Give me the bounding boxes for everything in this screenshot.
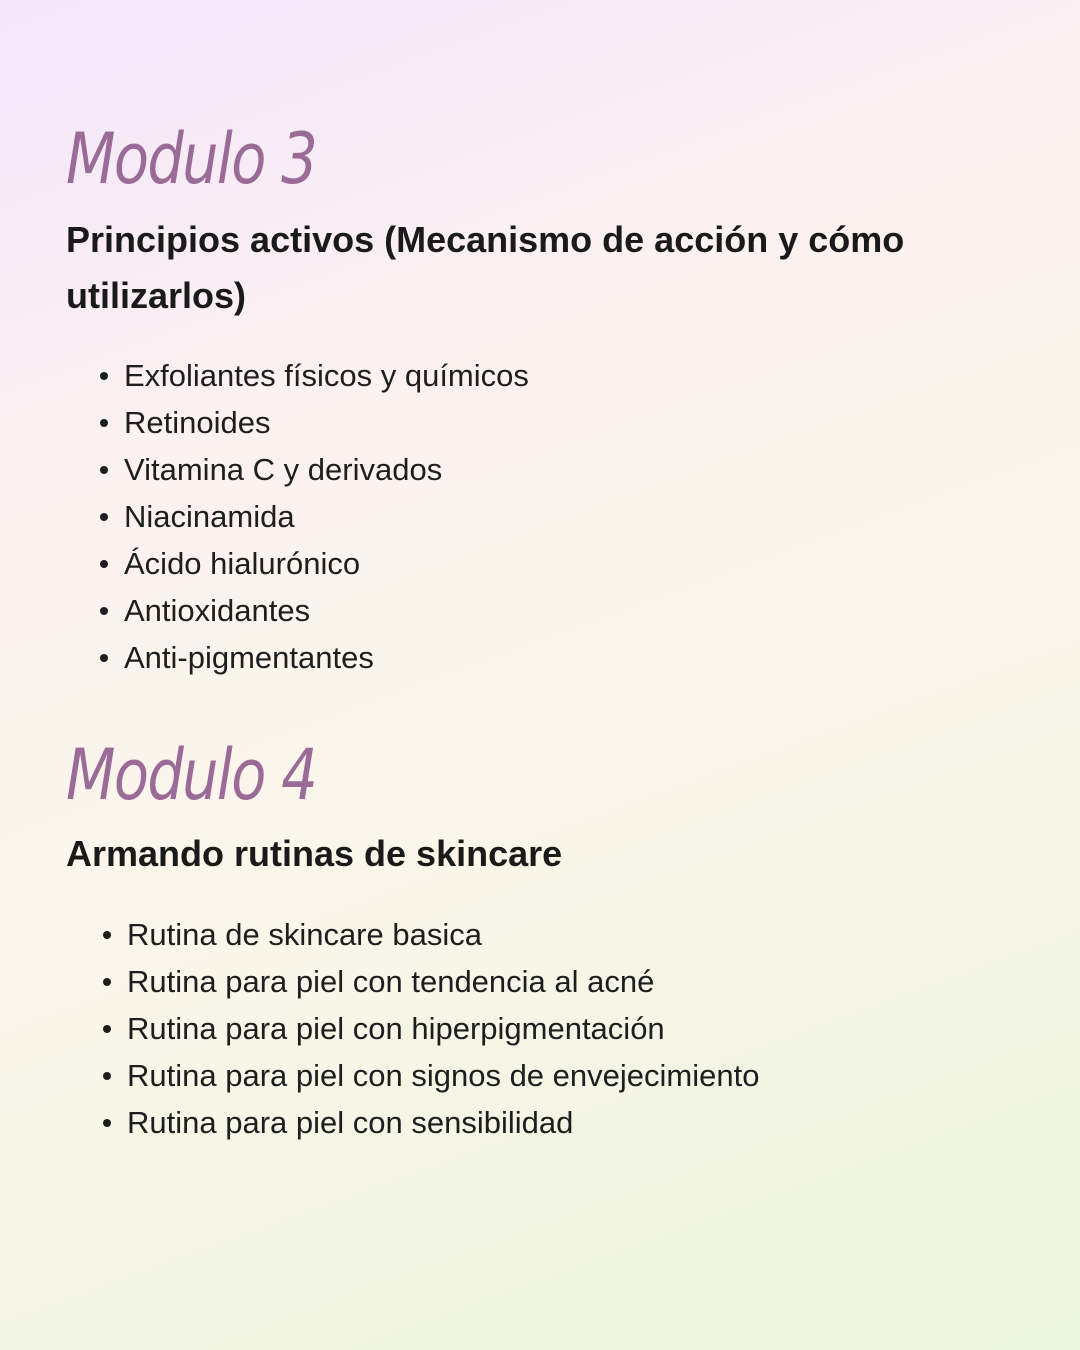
list-item-text: Niacinamida xyxy=(124,499,295,534)
list-item-text: Retinoides xyxy=(124,405,271,440)
bullet-icon xyxy=(103,1025,111,1033)
bullet-icon xyxy=(100,560,108,568)
list-item-text: Vitamina C y derivados xyxy=(124,452,443,487)
list-item-text: Rutina para piel con sensibilidad xyxy=(127,1105,574,1140)
module-3-title: Modulo 3 xyxy=(66,118,317,200)
list-item-text: Exfoliantes físicos y químicos xyxy=(124,358,529,393)
bullet-icon xyxy=(100,372,108,380)
module-4-title: Modulo 4 xyxy=(66,734,317,816)
module-3-subtitle: Principios activos (Mecanismo de acción y cómo utilizarlos) xyxy=(66,219,905,316)
bullet-icon xyxy=(103,978,111,986)
bullet-icon xyxy=(103,1119,111,1127)
bullet-icon xyxy=(103,1072,111,1080)
bullet-icon xyxy=(100,607,108,615)
bullet-icon xyxy=(103,931,111,939)
bullet-icon xyxy=(100,654,108,662)
list-item-text: Anti-pigmentantes xyxy=(124,640,374,675)
bullet-icon xyxy=(100,513,108,521)
module-4-subtitle: Armando rutinas de skincare xyxy=(66,833,563,874)
list-item-text: Rutina para piel con hiperpigmentación xyxy=(127,1011,665,1046)
list-item-text: Ácido hialurónico xyxy=(124,546,361,581)
list-item-text: Rutina de skincare basica xyxy=(127,917,482,952)
list-item-text: Rutina para piel con tendencia al acné xyxy=(127,964,655,999)
bullet-icon xyxy=(100,466,108,474)
list-item-text: Rutina para piel con signos de envejecimiento xyxy=(127,1058,760,1093)
bullet-icon xyxy=(100,419,108,427)
list-item-text: Antioxidantes xyxy=(124,593,311,628)
